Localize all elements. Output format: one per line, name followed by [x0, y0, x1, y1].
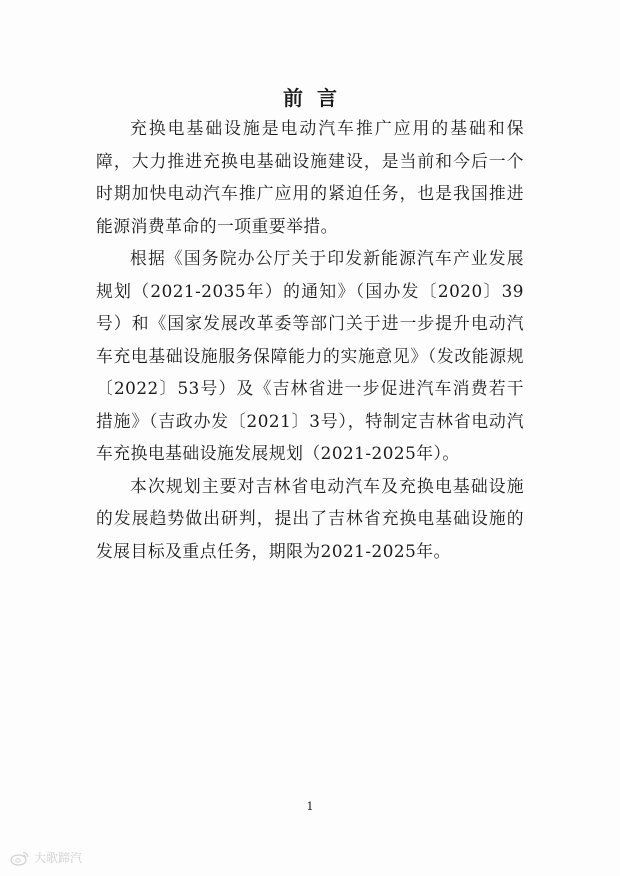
page-number: 1 [306, 800, 314, 813]
weibo-icon [10, 850, 30, 866]
watermark-text: 大歌蹄汽 [34, 851, 83, 865]
paragraph-1: 充换电基础设施是电动汽车推广应用的基础和保障，大力推进充换电基础设施建设，是当前和今后一个时期加快电动汽车推广应用的紧迫任务，也是我国推进能源消费革命的一项重要举措。 [96, 118, 524, 236]
body-text [96, 112, 524, 567]
paragraph-3: 本次规划主要对吉林省电动汽车及充换电基础设施的发展趋势做出研判，提出了吉林省充换电基础设施的发展目标及重点任务，期限为2021-2025年。 [96, 475, 524, 561]
watermark [10, 849, 82, 866]
paragraph-2: 根据《国务院办公厅关于印发新能源汽车产业发展规划（2021-2035年）的通知》（国办发〔2020〕39号）和《国家发展改革委等部门关于进一步提升电动汽车充电基础设施服务保障能力的实施意见》（发改能源规〔2022〕53号）及《吉林省进一步促进汽车消费若干措施》（吉政办发〔2021〕3号），特制定吉林省电动汽车充换电基础设施发展规划（2021-2025年）。 [96, 248, 524, 463]
page-title: 前言 [283, 86, 351, 110]
